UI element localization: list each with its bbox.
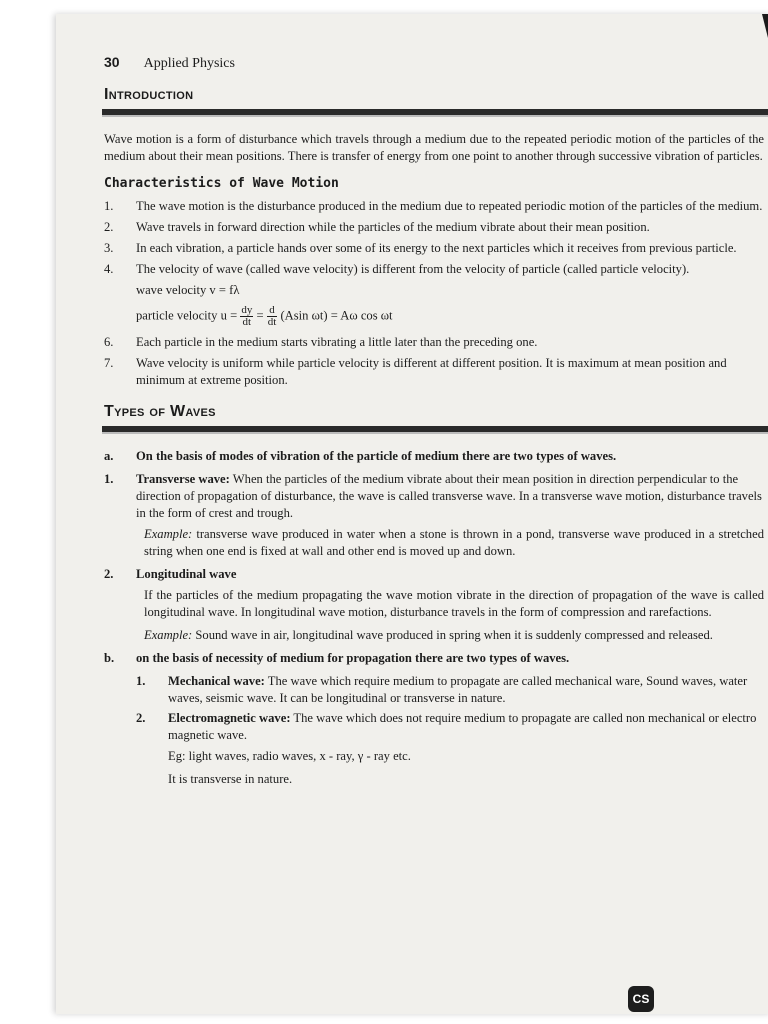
equals-sign: = — [256, 308, 264, 323]
fraction-numerator: dy — [241, 304, 253, 316]
list-number: 1. — [104, 472, 114, 486]
term-transverse: Transverse wave: — [136, 472, 230, 486]
page-number: 30 — [104, 54, 120, 70]
formula-prefix: particle velocity u = — [136, 308, 238, 323]
list-item-longitudinal — [104, 566, 764, 583]
formula-suffix: (Asin ωt) = Aω cos ωt — [280, 308, 393, 323]
fraction-dy-dt — [240, 305, 253, 328]
section-rule — [102, 109, 768, 117]
examples-electromagnetic: Eg: light waves, radio waves, x - ray, γ - ray etc. — [168, 749, 411, 763]
list-body — [168, 710, 764, 744]
list-number: 3. — [104, 241, 114, 255]
list-item — [104, 240, 764, 257]
section-rule — [102, 426, 768, 434]
page-corner-shadow — [762, 14, 768, 54]
list-item — [104, 334, 764, 351]
term-longitudinal: Longitudinal wave — [136, 567, 237, 581]
fraction-denominator: dt — [242, 316, 252, 328]
list-number: 2. — [104, 567, 114, 581]
nature-electromagnetic: It is transverse in nature. — [168, 772, 293, 786]
definition-text: The wave which does not require medium to propagate are called non mechanical or electro magnetic wave. — [168, 711, 757, 742]
list-number: 4. — [104, 262, 114, 276]
definition-text: When the particles of the medium vibrate about their mean position in direction perpendicular to the direction of propagation of disturbance, the wave is called transverse wave. In a transverse wave motion, disturbance travels in the form of crest and trough. — [136, 472, 762, 520]
list-text: on the basis of necessity of medium for propagation there are two types of waves. — [136, 651, 570, 665]
running-title: Applied Physics — [143, 56, 235, 71]
list-item-electromagnetic — [136, 710, 764, 744]
list-text: Wave travels in forward direction while the particles of the medium vibrate about their mean position. — [136, 220, 650, 234]
list-text: In each vibration, a particle hands over some of its energy to the next particles which it receives from previous particle. — [136, 241, 737, 255]
subsection-title-characteristics: Characteristics of Wave Motion — [104, 176, 339, 191]
list-item — [104, 219, 764, 236]
list-number: 2. — [136, 711, 146, 725]
formula-particle-velocity — [136, 305, 764, 328]
list-label: a. — [104, 449, 114, 463]
term-electromagnetic: Electromagnetic wave: — [168, 711, 291, 725]
list-text: The velocity of wave (called wave velocity) is different from the velocity of particle (called particle velocity). — [136, 262, 690, 276]
list-number: 1. — [104, 199, 114, 213]
list-item-b — [104, 650, 764, 667]
example-text: transverse wave produced in water when a stone is thrown in a pond, transverse wave produced in a stretched string when one end is fixed at wall and other end is moved up and down. — [144, 527, 764, 558]
list-item — [104, 198, 764, 215]
definition-longitudinal: If the particles of the medium propagating the wave motion vibrate in the direction of propagation of the wave is called longitudinal wave. In longitudinal wave motion, disturbance travels in the form of compression and rarefactions. — [144, 588, 764, 619]
list-body — [168, 673, 764, 707]
list-item-transverse — [104, 471, 764, 522]
list-number: 2. — [104, 220, 114, 234]
document-page — [56, 14, 768, 1014]
list-text: Each particle in the medium starts vibrating a little later than the preceding one. — [136, 335, 538, 349]
list-text: On the basis of modes of vibration of the particle of medium there are two types of waves. — [136, 449, 617, 463]
example-label: Example: — [144, 628, 193, 642]
intro-paragraph: Wave motion is a form of disturbance which travels through a medium due to the repeated periodic motion of the particles of the medium about their mean positions. There is transfer of energy from one point to another through successive vibration of particles. — [104, 132, 764, 163]
example-text: Sound wave in air, longitudinal wave produced in spring when it is suddenly compressed and released. — [192, 628, 713, 642]
term-mechanical: Mechanical wave: — [168, 674, 265, 688]
list-number: 6. — [104, 335, 114, 349]
list-body — [136, 471, 764, 522]
list-item — [104, 355, 764, 389]
list-label: b. — [104, 651, 115, 665]
list-text: Wave velocity is uniform while particle velocity is different at different position. It is maximum at mean position and minimum at extreme position. — [136, 356, 727, 387]
example-longitudinal — [144, 627, 764, 644]
fraction-numerator: d — [267, 305, 278, 317]
formula-wave-velocity: wave velocity v = fλ — [136, 283, 240, 297]
camscanner-badge: CS — [628, 986, 654, 1012]
list-item — [104, 261, 764, 278]
list-item-a — [104, 448, 764, 465]
fraction-denominator: dt — [267, 316, 277, 328]
list-number: 1. — [136, 674, 146, 688]
fraction-d-dt — [267, 305, 278, 328]
example-label: Example: — [144, 527, 193, 541]
example-transverse — [144, 526, 764, 560]
section-title-introduction: Introduction — [104, 86, 194, 103]
section-title-types: Types of Waves — [104, 403, 216, 420]
page-content — [104, 54, 764, 794]
list-number: 7. — [104, 356, 114, 370]
page-header — [104, 54, 764, 72]
list-item-mechanical — [136, 673, 764, 707]
definition-text: The wave which require medium to propagate are called mechanical ware, Sound waves, water waves, seismic wave. It can be longitudinal or transverse in nature. — [168, 674, 748, 705]
list-text: The wave motion is the disturbance produced in the medium due to repeated periodic motion of the particles of the medium. — [136, 199, 763, 213]
